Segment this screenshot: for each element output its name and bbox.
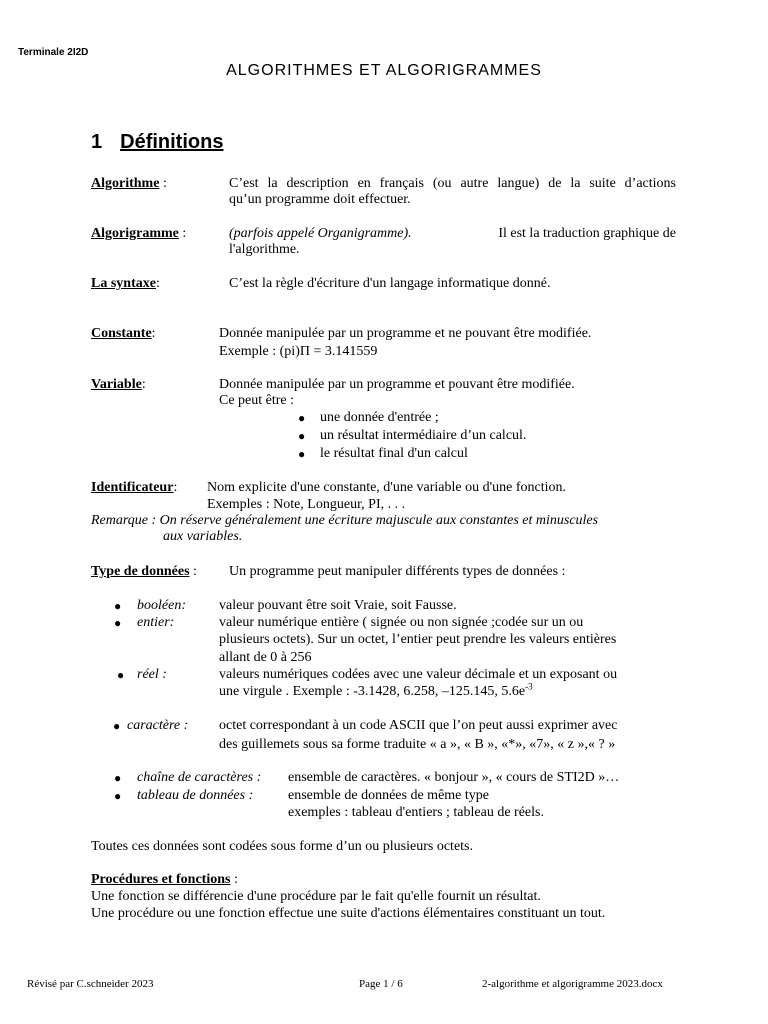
- bullet-icon: ●: [114, 789, 122, 803]
- def-algorigramme-line2: l'algorithme.: [229, 242, 300, 257]
- bullet-icon: ●: [114, 771, 122, 785]
- def-algorigramme-term: Algorigramme :: [91, 226, 187, 241]
- section-title: Définitions: [120, 131, 224, 153]
- footer-filename: 2-algorithme et algorigramme 2023.docx: [482, 978, 663, 990]
- bullet-icon: ●: [298, 411, 306, 425]
- def-syntaxe-text: C’est la règle d'écriture d'un langage informatique donné.: [229, 276, 551, 291]
- type-chaine-desc: ensemble de caractères. « bonjour », « cours de STI2D »…: [288, 770, 620, 785]
- bullet-icon: ●: [113, 719, 121, 733]
- def-identificateur-line2: Exemples : Note, Longueur, PI, . . .: [207, 497, 406, 512]
- type-entier-desc1: valeur numérique entière ( signée ou non signée ;codée sur un ou: [219, 615, 584, 630]
- variable-item: un résultat intermédiaire d’un calcul.: [320, 428, 527, 443]
- def-algorithme-line1: C’est la description en français (ou autre langue) de la suite d’actions: [229, 176, 676, 191]
- bullet-icon: ●: [298, 447, 306, 461]
- bullet-icon: ●: [114, 616, 122, 630]
- type-tableau-desc2: exemples : tableau d'entiers ; tableau de réels.: [288, 805, 544, 820]
- type-entier-desc3: allant de 0 à 256: [219, 650, 312, 665]
- type-tableau-desc1: ensemble de données de même type: [288, 788, 489, 803]
- bullet-icon: ●: [298, 429, 306, 443]
- footer-author: Révisé par C.schneider 2023: [27, 978, 154, 990]
- class-label: Terminale 2I2D: [18, 47, 89, 58]
- summary-text: Toutes ces données sont codées sous forme d’un ou plusieurs octets.: [91, 839, 473, 854]
- def-algorigramme-line1: (parfois appelé Organigramme). Il est la traduction graphique de: [229, 226, 676, 241]
- def-identificateur-term: Identificateur:: [91, 480, 178, 495]
- def-procedures-line1: Une fonction se différencie d'une procédure par le fait qu'elle fournit un résultat.: [91, 889, 541, 904]
- remark-line1: Remarque : On réserve généralement une écriture majuscule aux constantes et minuscules: [91, 513, 599, 528]
- type-tableau-name: tableau de données :: [137, 788, 254, 803]
- section-number: 1: [91, 131, 103, 153]
- def-algorithme-line2: qu’un programme doit effectuer.: [229, 192, 411, 207]
- document-title: ALGORITHMES ET ALGORIGRAMMES: [226, 62, 542, 79]
- type-reel-name: réel :: [137, 667, 167, 682]
- type-chaine-name: chaîne de caractères :: [137, 770, 262, 785]
- bullet-icon: ●: [117, 668, 125, 682]
- type-entier-name: entier:: [137, 615, 175, 630]
- type-caractere-desc2: des guillemets sous sa forme traduite « a », « B », «*», «7», « z »,« ? »: [219, 737, 616, 752]
- type-caractere-desc1: octet correspondant à un code ASCII que l’on peut aussi exprimer avec: [219, 718, 618, 733]
- def-constante-line2: Exemple : (pi)Π = 3.141559: [219, 344, 378, 359]
- def-constante-term: Constante:: [91, 326, 156, 341]
- footer-page-number: Page 1 / 6: [359, 978, 403, 990]
- type-booleen-name: booléen:: [137, 598, 186, 613]
- def-types-intro: Un programme peut manipuler différents types de données :: [229, 564, 566, 579]
- bullet-icon: ●: [114, 599, 122, 613]
- type-entier-desc2: plusieurs octets). Sur un octet, l’entier peut prendre les valeurs entières: [219, 632, 617, 647]
- variable-item: une donnée d'entrée ;: [320, 410, 439, 425]
- def-procedures-line2: Une procédure ou une fonction effectue une suite d'actions élémentaires constituant un tout.: [91, 906, 606, 921]
- def-variable-term: Variable:: [91, 377, 146, 392]
- type-caractere-name: caractère :: [127, 718, 189, 733]
- type-reel-desc2: une virgule . Exemple : -3.1428, 6.258, –125.145, $5.6e^{-3}$: [219, 681, 533, 699]
- type-booleen-desc: valeur pouvant être soit Vraie, soit Fausse.: [219, 598, 457, 613]
- section-heading: [91, 130, 223, 154]
- remark-line2: aux variables.: [163, 529, 243, 544]
- def-variable-line2: Ce peut être :: [219, 393, 295, 408]
- variable-item: le résultat final d'un calcul: [320, 446, 468, 461]
- def-algorithme-term: Algorithme :: [91, 176, 167, 191]
- def-types-term: Type de données :: [91, 564, 197, 579]
- def-constante-line1: Donnée manipulée par un programme et ne pouvant être modifiée.: [219, 326, 592, 341]
- def-identificateur-line1: Nom explicite d'une constante, d'une variable ou d'une fonction.: [207, 480, 567, 495]
- type-reel-desc1: valeurs numériques codées avec une valeur décimale et un exposant ou: [219, 667, 618, 682]
- def-variable-line1: Donnée manipulée par un programme et pouvant être modifiée.: [219, 377, 575, 392]
- def-syntaxe-term: La syntaxe:: [91, 276, 160, 291]
- def-procedures-term: Procédures et fonctions :: [91, 872, 238, 887]
